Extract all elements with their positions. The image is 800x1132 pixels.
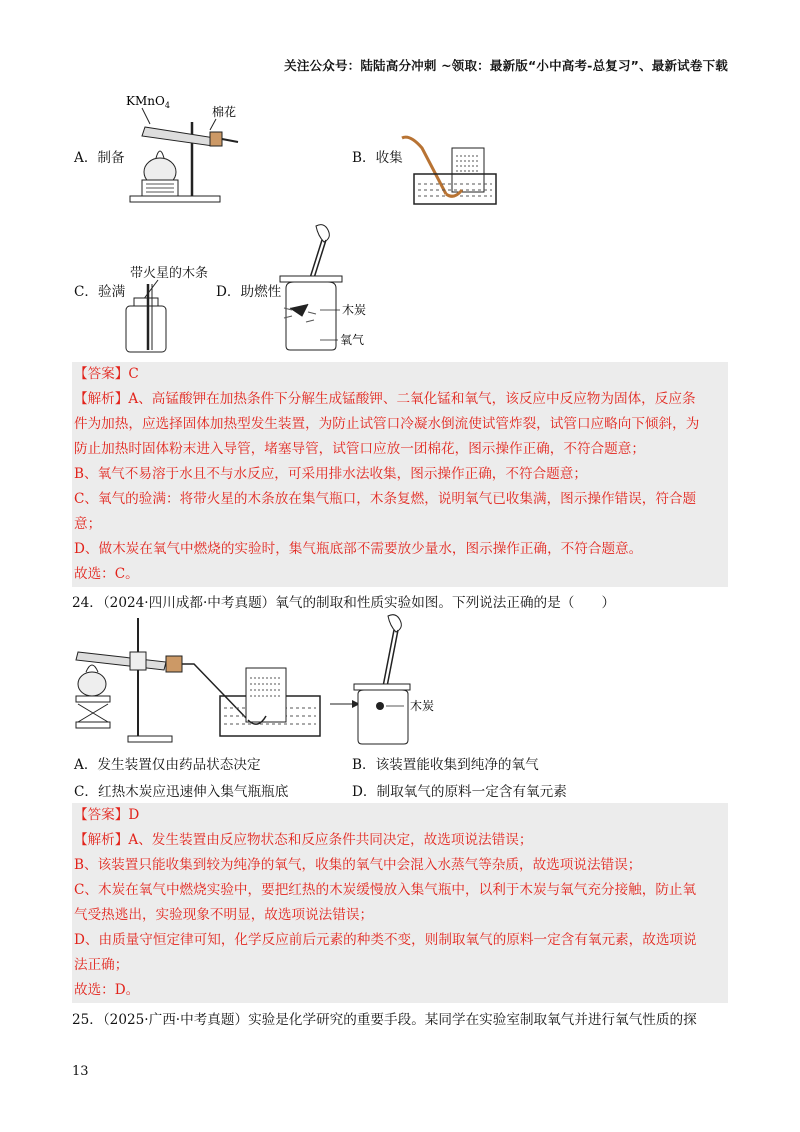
figure-b-collection [400, 134, 510, 209]
analysis-line: D、做木炭在氧气中燃烧的实验时，集气瓶底部不需要放少量水，图示操作正确，不符合题意。 [74, 541, 643, 557]
figure-d-charcoal-label: 木炭 [342, 303, 367, 317]
figure-d-label: D．助燃性 [216, 284, 282, 300]
analysis-line: C、木炭在氧气中燃烧实验中，要把红热的木炭缓慢放入集气瓶中，以利于木炭与氧气充分接触，防止氧 [74, 882, 697, 898]
figure-d-combustion [278, 222, 388, 354]
analysis-line: C、氧气的验满：将带火星的木条放在集气瓶口，木条复燃，说明氧气已收集满，图示操作错误，符合题 [74, 491, 697, 507]
figure-c-stick-label: 带火星的木条 [130, 266, 209, 281]
conclusion-line: 故选：C。 [74, 566, 139, 582]
figure-c-label: C．验满 [74, 284, 126, 300]
q24-option-c: C．红热木炭应迅速伸入集气瓶瓶底 [74, 784, 289, 800]
analysis-line: B、氧气不易溶于水且不与水反应，可采用排水法收集，图示操作正确，不符合题意； [74, 466, 587, 482]
q24-option-b: B．该装置能收集到纯净的氧气 [352, 757, 539, 773]
analysis-line: 法正确； [74, 957, 129, 973]
answer-line: 【答案】C [74, 366, 139, 382]
answer-line: 【答案】D [74, 807, 140, 823]
figure-d-oxygen-label: 氧气 [340, 333, 365, 347]
q24-stem: 24．（2024·四川成都·中考真题）氧气的制取和性质实验如图。下列说法正确的是（ ） [72, 595, 616, 611]
analysis-line: 【解析】A、发生装置由反应物状态和反应条件共同决定，故选项说法错误； [74, 832, 533, 848]
figure-a-reagent-label: KMnO$_4$ [126, 94, 170, 110]
analysis-line: D、由质量守恒定律可知，化学反应前后元素的种类不变，则制取氧气的原料一定含有氧元素，故选项说 [74, 932, 697, 948]
figure-c-test-full [118, 276, 178, 356]
conclusion-line: 故选：D。 [74, 982, 140, 998]
q25-stem: 25．（2025·广西·中考真题）实验是化学研究的重要手段。某同学在实验室制取氧气并进行氧气性质的探 [72, 1012, 697, 1028]
q24-apparatus-figure [70, 612, 470, 747]
analysis-line: 气受热逃出，实验现象不明显，故选项说法错误； [74, 907, 374, 923]
q24-option-d: D．制取氧气的原料一定含有氧元素 [352, 784, 567, 800]
q24-charcoal-label: 木炭 [410, 699, 435, 713]
q23-answer-block [72, 362, 728, 587]
analysis-line: B、该装置只能收集到较为纯净的氧气，收集的氧气中会混入水蒸气等杂质，故选项说法错误； [74, 857, 642, 873]
figure-a-label: A．制备 [74, 150, 125, 166]
figure-a-preparation [120, 92, 260, 212]
q24-answer-block [72, 803, 728, 1003]
analysis-line: 件为加热，应选择固体加热型发生装置，为防止试管口冷凝水倒流使试管炸裂，试管口应略向下倾斜，为 [74, 416, 700, 432]
page-header: 关注公众号：陆陆高分冲刺 ~领取：最新版“小中高考-总复习”、最新试卷下载 [284, 58, 728, 73]
analysis-line: 防止加热时固体粉末进入导管，堵塞导管，试管口应放一团棉花，图示操作正确，不符合题意； [74, 441, 645, 457]
page-number: 13 [72, 1064, 89, 1079]
analysis-line: 【解析】A、高锰酸钾在加热条件下分解生成锰酸钾、二氧化锰和氧气，该反应中反应物为固体，反应条 [74, 391, 696, 407]
figure-b-label: B．收集 [352, 150, 403, 166]
analysis-line: 意； [74, 516, 102, 532]
figure-a-cotton-label: 棉花 [212, 105, 237, 119]
q24-option-a: A．发生装置仅由药品状态决定 [74, 757, 261, 773]
